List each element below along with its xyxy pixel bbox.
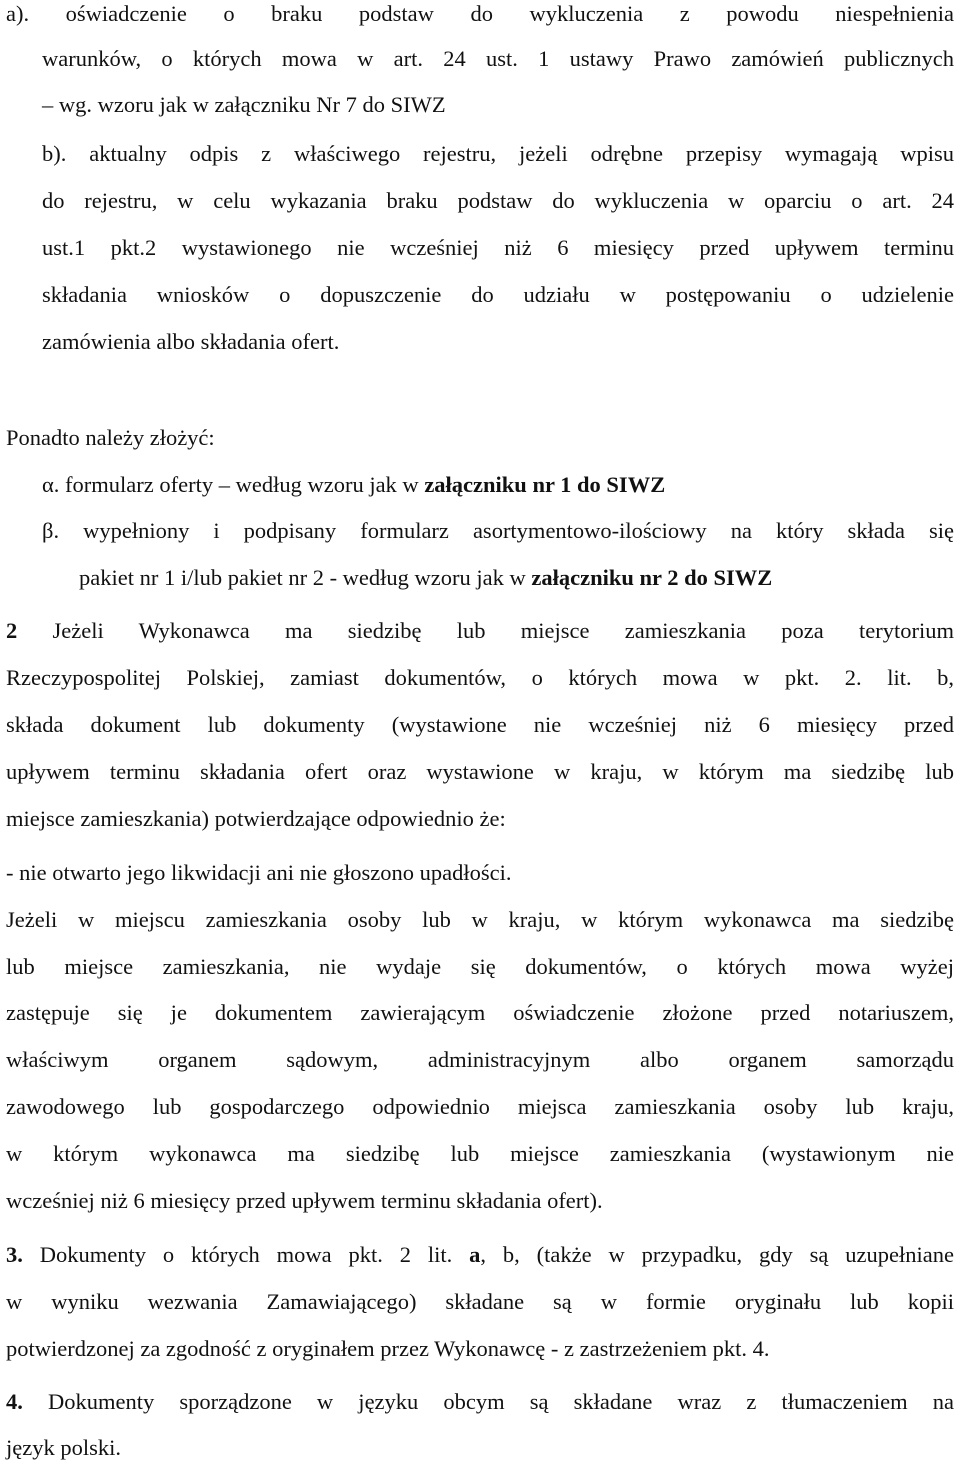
section-b-line-5: zamówienia albo składania ofert. [42, 329, 340, 354]
para4-line-1: 4. Dokumenty sporządzone w języku obcym są składane wraz z tłumaczeniem na [6, 1389, 954, 1414]
para2-line-5: miejsce zamieszkania) potwierdzające odpowiednio że: [6, 806, 506, 831]
para3-line-1: 3. Dokumenty o których mowa pkt. 2 lit. a, b, (także w przypadku, gdy są uzupełniane [6, 1242, 954, 1267]
beta-text-2: pakiet nr 1 i/lub pakiet nr 2 - według wzoru jak w [79, 565, 532, 590]
residence-line-6: w którym wykonawca ma siedzibę lub miejsce zamieszkania (wystawionym nie [6, 1141, 954, 1166]
beta-marker: β. [42, 518, 60, 543]
alpha-marker: α. [42, 472, 60, 497]
section-b-line-4: składania wniosków o dopuszczenie do udziału w postępowaniu o udzielenie [42, 282, 954, 307]
residence-line-7: wcześniej niż 6 miesięcy przed upływem terminu składania ofert). [6, 1188, 603, 1213]
residence-line-4: właściwym organem sądowym, administracyjnym albo organem samorządu [6, 1047, 954, 1072]
beta-item-line-1 [42, 517, 954, 545]
para2-line-6: - nie otwarto jego likwidacji ani nie głoszono upadłości. [6, 860, 512, 885]
beta-item-line-2 [79, 564, 772, 592]
additional-heading: Ponadto należy złożyć: [6, 425, 215, 450]
para2-line-4: upływem terminu składania ofert oraz wystawione w kraju, w którym ma siedzibę lub [6, 759, 954, 784]
para2-line-2: Rzeczypospolitej Polskiej, zamiast dokumentów, o których mowa w pkt. 2. lit. b, [6, 665, 954, 690]
section-a-line-2: warunków, o których mowa w art. 24 ust. 1 ustawy Prawo zamówień publicznych [42, 46, 954, 71]
para3-line-2: w wyniku wezwania Zamawiającego) składane są w formie oryginału lub kopii [6, 1289, 954, 1314]
alpha-bold: załączniku nr 1 do SIWZ [424, 472, 666, 497]
residence-line-2: lub miejsce zamieszkania, nie wydaje się dokumentów, o których mowa wyżej [6, 954, 954, 979]
section-b-line-3: ust.1 pkt.2 wystawionego nie wcześniej niż 6 miesięcy przed upływem terminu [42, 235, 954, 260]
para4-line-2: język polski. [6, 1435, 121, 1460]
para4-number: 4. [6, 1389, 23, 1414]
para3-line-3: potwierdzonej za zgodność z oryginałem przez Wykonawcę - z zastrzeżeniem pkt. 4. [6, 1336, 770, 1361]
residence-line-1: Jeżeli w miejscu zamieszkania osoby lub w kraju, w którym wykonawca ma siedzibę [6, 907, 954, 932]
alpha-text: formularz oferty – według wzoru jak w [65, 472, 425, 497]
residence-line-3: zastępuje się je dokumentem zawierającym oświadczenie złożone przed notariuszem, [6, 1000, 954, 1025]
alpha-item [42, 471, 665, 499]
beta-text-1: wypełniony i podpisany formularz asortymentowo-ilościowy na który składa się [83, 518, 955, 543]
residence-line-5: zawodowego lub gospodarczego odpowiednio miejsca zamieszkania osoby lub kraju, [6, 1094, 954, 1119]
section-a-line-3: – wg. wzoru jak w załączniku Nr 7 do SIWZ [42, 92, 446, 117]
para2-line-3: składa dokument lub dokumenty (wystawione nie wcześniej niż 6 miesięcy przed [6, 712, 954, 737]
para2-line-1: 2 Jeżeli Wykonawca ma siedzibę lub miejsce zamieszkania poza terytorium [6, 618, 954, 643]
section-a-line-1: a). oświadczenie o braku podstaw do wykluczenia z powodu niespełnienia [6, 1, 954, 26]
section-b-line-2: do rejestru, w celu wykazania braku podstaw do wykluczenia w oparciu o art. 24 [42, 188, 954, 213]
beta-bold: załączniku nr 2 do SIWZ [531, 565, 773, 590]
section-b-line-1: b). aktualny odpis z właściwego rejestru, jeżeli odrębne przepisy wymagają wpisu [42, 141, 954, 166]
para3-number: 3. [6, 1242, 23, 1267]
para2-number: 2 [6, 618, 18, 643]
